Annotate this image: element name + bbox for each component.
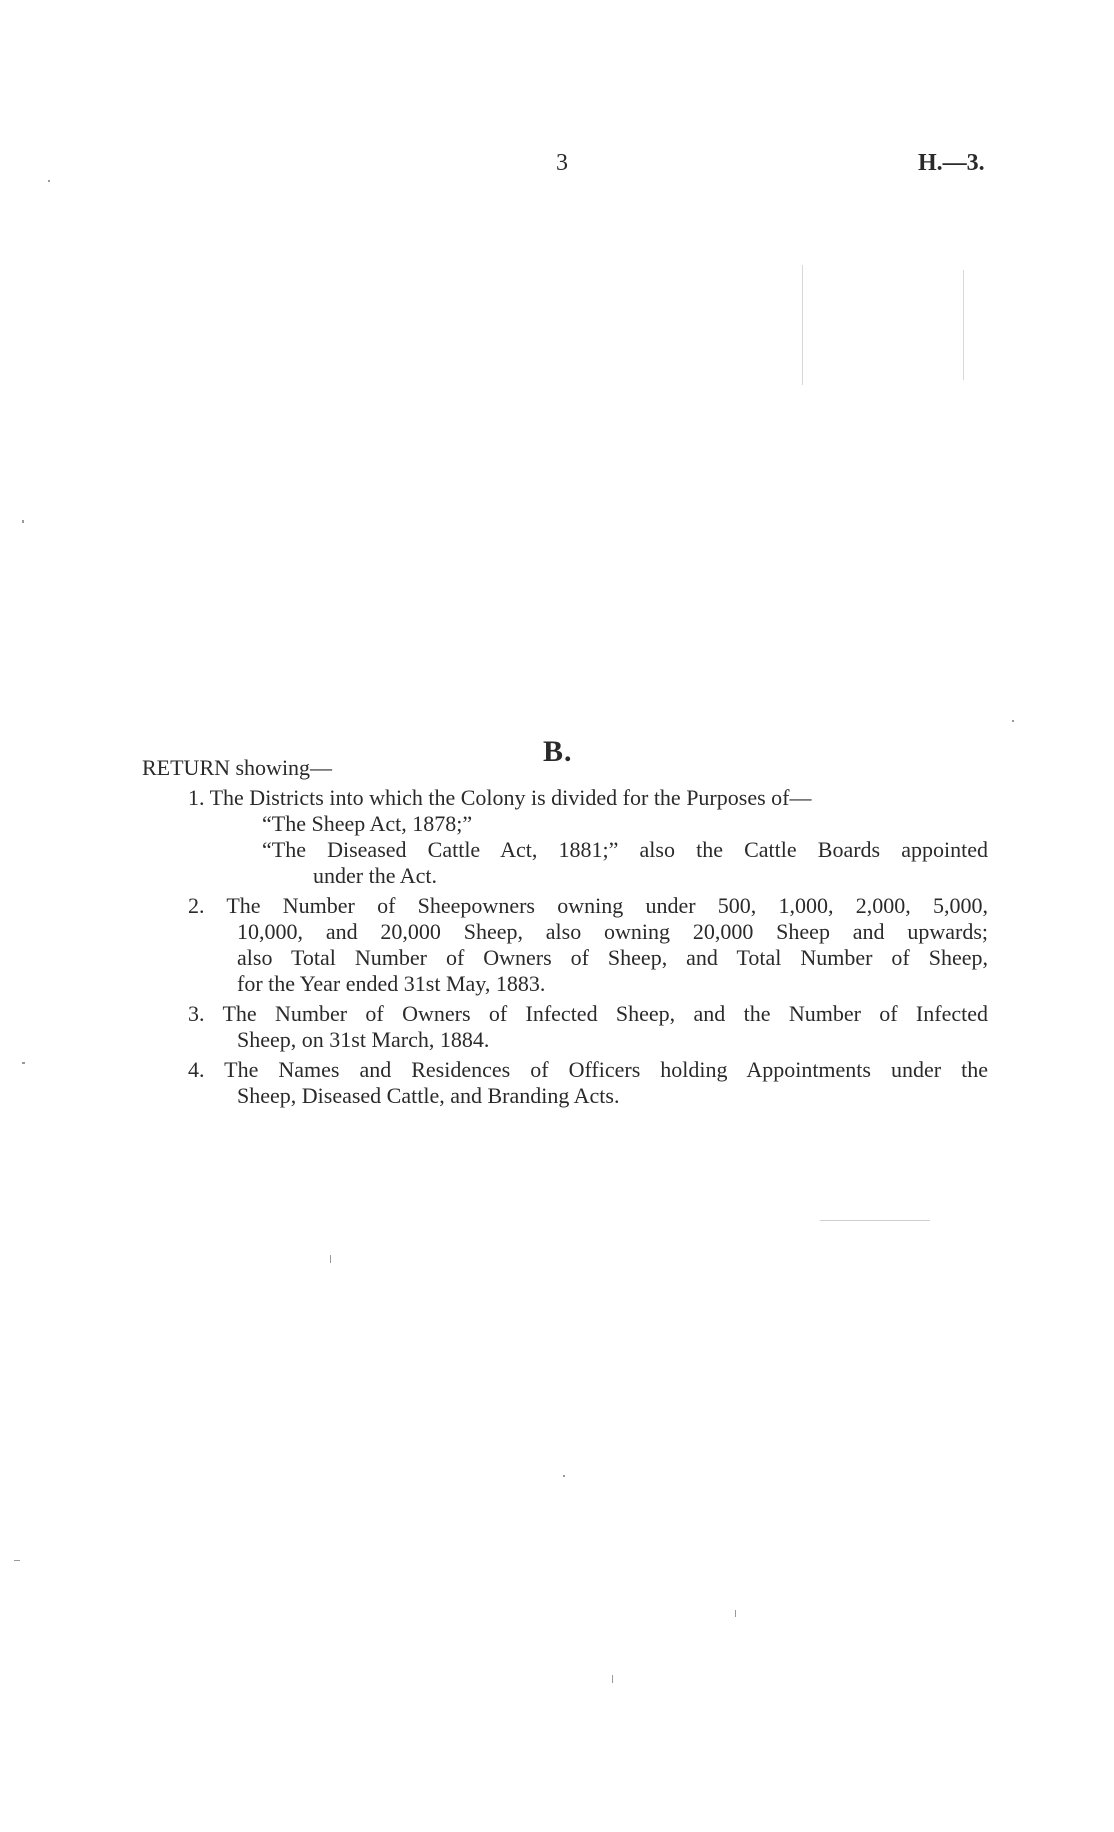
list-item-line: also Total Number of Owners of Sheep, and Total Number of Sheep,	[237, 945, 988, 970]
list-item-line: 10,000, and 20,000 Sheep, also owning 20,000 Sheep and upwards;	[237, 919, 988, 944]
scan-speck	[820, 1220, 930, 1221]
scan-speck	[14, 1560, 20, 1561]
page-reference: H.—3.	[918, 150, 985, 176]
list-item-line: “The Sheep Act, 1878;”	[262, 811, 473, 836]
scan-speck	[563, 1475, 565, 1477]
list-item-line: 4. The Names and Residences of Officers holding Appointments under the	[188, 1057, 988, 1082]
scan-speck	[1012, 720, 1014, 722]
page-number: 3	[556, 150, 568, 176]
scan-speck	[22, 520, 24, 523]
list-item-line: Sheep, on 31st March, 1884.	[237, 1027, 490, 1052]
list-item-line: for the Year ended 31st May, 1883.	[237, 971, 546, 996]
section-letter: B.	[543, 735, 573, 768]
scan-speck	[22, 1062, 25, 1064]
list-item-line: under the Act.	[313, 863, 438, 888]
scan-speck	[735, 1610, 736, 1617]
list-item-line: 3. The Number of Owners of Infected Sheep, and the Number of Infected	[188, 1001, 988, 1026]
scan-speck	[612, 1675, 613, 1683]
list-item-line: “The Diseased Cattle Act, 1881;” also the Cattle Boards appointed	[262, 837, 988, 862]
list-item-line: 1. The Districts into which the Colony is divided for the Purposes of—	[188, 785, 812, 810]
list-item-line: 2. The Number of Sheepowners owning under 500, 1,000, 2,000, 5,000,	[188, 893, 988, 918]
scan-speck	[802, 265, 803, 385]
scan-speck	[330, 1255, 331, 1263]
scan-speck	[963, 270, 964, 380]
return-heading: RETURN showing—	[142, 755, 333, 780]
scan-speck	[48, 180, 50, 182]
list-item-line: Sheep, Diseased Cattle, and Branding Acts.	[237, 1083, 620, 1108]
